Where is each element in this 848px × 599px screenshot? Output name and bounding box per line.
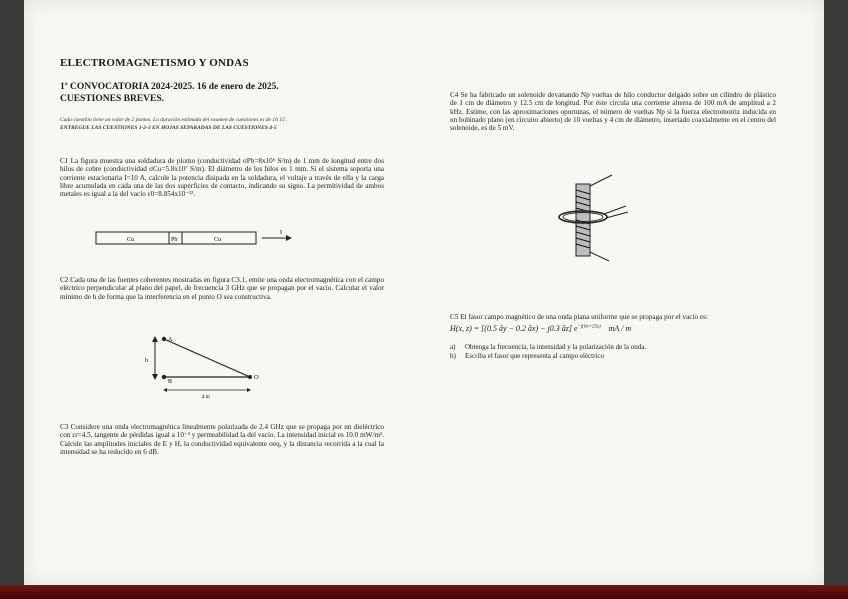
source-a: [162, 337, 166, 341]
question-c3-text: C3 Considere una onda electromagnética linealmente polarizada de 2.4 GHz que se propaga por un dieléctrico con εr=4.5, tangente de pérdidas igual a 10⁻² y permeabilidad la del vacío. La intensidad inicial es 10.0 mW/m². Calcule las amplitudes iniciales de E y H, la conductividad equivalente σeq, y la distancia recorrida a la cual la intensidad se ha reducido en 6 dB.: [60, 423, 384, 456]
distance-arrow-left: [163, 388, 167, 392]
coil-lead-2: [606, 212, 628, 218]
solenoid-core: [576, 184, 590, 256]
formula-exponent: −j(6x+25z): [577, 324, 601, 330]
solenoid-lead-bottom: [590, 252, 609, 261]
background-surface: [0, 585, 848, 599]
question-c1-text: C1 La figura muestra una soldadura de plomo (conductividad σPb=8x10⁶ S/m) de 1 mm de longitud entre dos hilos de cobre (conductividad σCu=5.8x10⁷ S/m). El diámetro de los hilos es 1 mm. Si el sistema soporta una corriente estacionaria I=10 A, calcule la potencia disipada en la soldadura, el voltaje a través de ella y la carga libre acumulada en cada una de las dos superficies de contacto, indicando su signo. La permitividad de ambos metales es igual a la del vacío ε0=8.854x10⁻¹².: [60, 157, 384, 199]
label-o: O: [254, 374, 259, 381]
c5-item-b: Escriba el fasor que representa al campo eléctrico: [465, 352, 604, 360]
c5-item-a-key: a): [450, 343, 456, 351]
current-label: I: [280, 230, 282, 236]
label-h: h: [145, 358, 148, 364]
exam-note: Cada cuestión tiene un valor de 2 puntos. La duración estimada del examen de cuestiones es de 1h 15'.: [60, 117, 288, 123]
c4-solenoid-figure: [554, 172, 644, 262]
exam-instructions: ENTREGUE LAS CUESTIONES 1-2-3 EN HOJAS SEPARADAS DE LAS CUESTIONES 4-5: [60, 125, 277, 131]
c1-wire-figure: [94, 228, 324, 250]
solenoid-lead-top: [590, 175, 612, 186]
exam-section-title: CUESTIONES BREVES.: [60, 94, 165, 104]
exam-date-line: 1ª CONVOCATORIA 2024-2025. 16 de enero de 2025.: [60, 82, 279, 92]
point-o: [248, 375, 252, 379]
c2-geometry-figure: [144, 332, 284, 402]
label-distance: 4 m: [202, 395, 210, 400]
formula-unit: mA / m: [608, 324, 632, 333]
path-a-to-o: [164, 339, 250, 377]
question-c2-text: C2 Cada una de las fuentes coherentes mostradas en figura C3.1, emite una onda electromagnética con el campo eléctrico perpendicular al plano del papel, de frecuencia 3 GHz que se propagan por el vacío. Calcular el valor mínimo de h de forma que la interferencia en el punto O sea constructiva.: [60, 276, 384, 301]
coil-lead-1: [604, 206, 626, 214]
exam-sheet: [24, 0, 824, 585]
c5-item-b-key: b): [450, 352, 456, 360]
c5-formula: [450, 324, 631, 333]
segment-cu-right: Cu: [214, 237, 222, 243]
h-arrow-top: [152, 336, 158, 342]
course-title: ELECTROMAGNETISMO Y ONDAS: [60, 57, 249, 69]
formula-main: H(x, z) = [(0.5 ây − 0.2 âx) − j0.3 âz] e: [450, 324, 578, 333]
c5-item-a: Obtenga la frecuencia, la intensidad y la polarización de la onda.: [465, 343, 647, 351]
h-arrow-bottom: [152, 374, 158, 380]
question-c5-intro: C5 El fasor campo magnético de una onda plana uniforme que se propaga por el vacío es:: [450, 313, 708, 321]
label-b: B: [168, 379, 173, 385]
segment-pb: Pb: [171, 237, 178, 243]
current-arrow-head: [286, 235, 292, 241]
label-a: A: [168, 337, 173, 343]
question-c4-text: C4 Se ha fabricado un solenoide devanando Np vueltas de hilo conductor delgado sobre un cilindro de plástico de 1 cm de diámetro y 12.5 cm de longitud. Por éste circula una corriente alterna de 100 mA de amplitud a 2 kHz. Estime, con las aproximaciones oportunas, el número de vueltas Np si la fuerza electromotriz inducida en un bobinado plano (en circuito abierto) de 10 vueltas y 4 cm de diámetro, insertado coaxialmente en el centro del solenoide, es de 5 mV.: [450, 91, 776, 133]
segment-cu-left: Cu: [127, 237, 135, 243]
distance-arrow-right: [247, 388, 251, 392]
source-b: [162, 375, 166, 379]
